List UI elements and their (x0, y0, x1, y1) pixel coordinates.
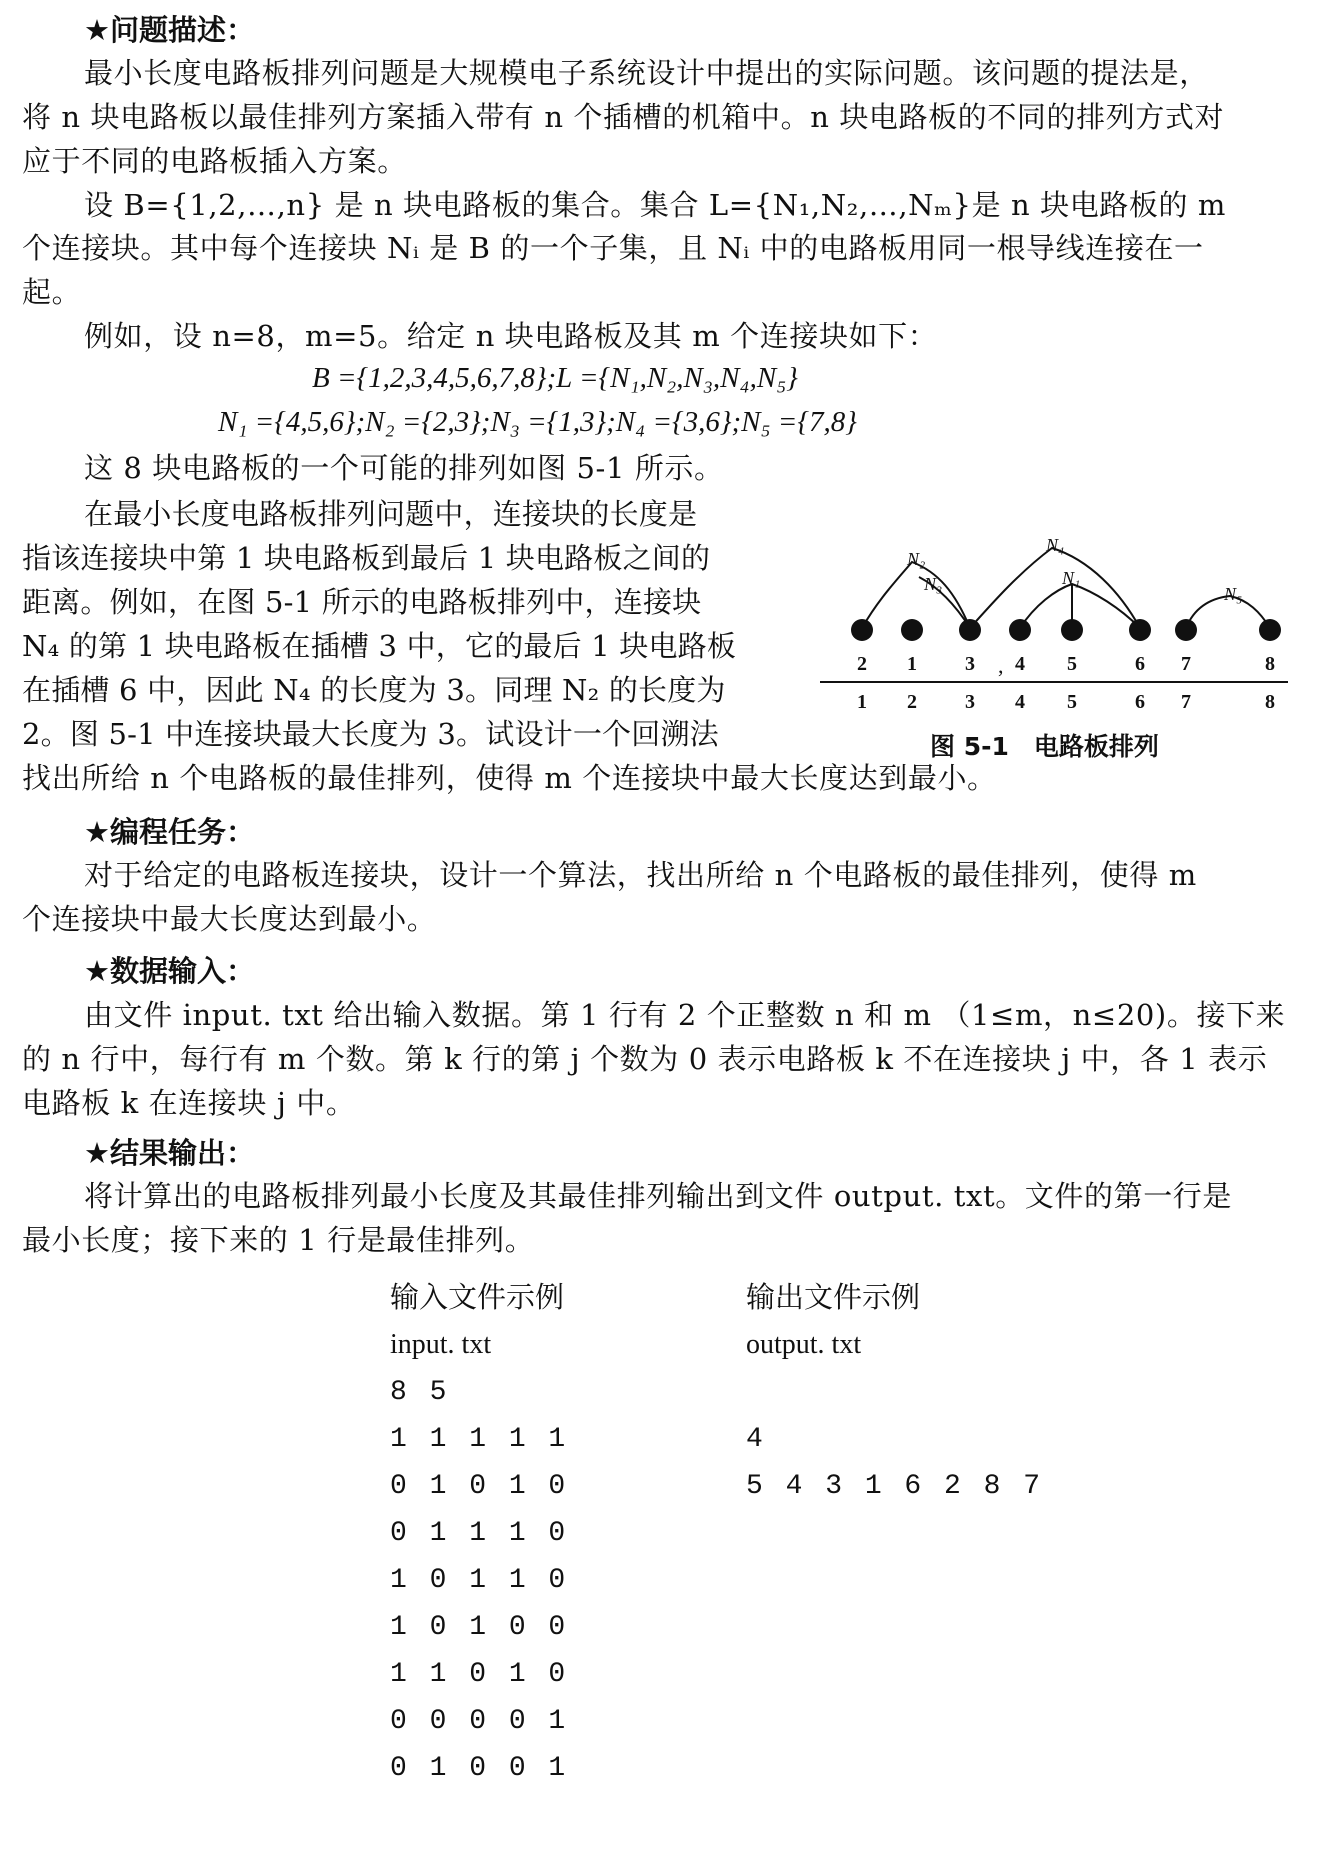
output-line-2: 最小长度；接下来的 1 行是最佳排列。 (22, 1223, 535, 1257)
problem-line-1: 最小长度电路板排列问题是大规模电子系统设计中提出的实际问题。该问题的提法是， (84, 56, 1209, 90)
board-number-label: 7 (1181, 653, 1191, 675)
input-line-2: 的 n 行中，每行有 m 个数。第 k 行的第 j 个数为 0 表示电路板 k 不在连接块 j 中，各 1 表示 (22, 1042, 1268, 1076)
input-line-1: 由文件 input. txt 给出输入数据。第 1 行有 2 个正整数 n 和 m （1≤m，n≤20)。接下来 (84, 998, 1286, 1032)
output-heading: ★结果输出： (84, 1136, 255, 1170)
input-row: 1 1 0 1 0 (390, 1659, 569, 1690)
circuit-board-dot (1129, 619, 1151, 641)
input-line-3: 电路板 k 在连接块 j 中。 (22, 1086, 356, 1120)
input-row: 0 1 0 1 0 (390, 1471, 569, 1502)
wrap-line-3: 距离。例如，在图 5-1 所示的电路板排列中，连接块 (22, 585, 702, 619)
slot-number-label: 7 (1181, 691, 1191, 713)
wrap-line-5: 在插槽 6 中，因此 N₄ 的长度为 3。同理 N₂ 的长度为 (22, 673, 726, 707)
circuit-board-dot (1175, 619, 1197, 641)
net-n2-wire (862, 562, 970, 628)
slot-number-label: 8 (1265, 691, 1275, 713)
figure-comma: , (998, 653, 1004, 678)
task-line-1: 对于给定的电路板连接块，设计一个算法，找出所给 n 个电路板的最佳排列，使得 m (84, 858, 1197, 892)
output-file-name: output. txt (746, 1329, 862, 1360)
slot-number-label: 2 (907, 691, 917, 713)
circuit-board-dot (851, 619, 873, 641)
problem-line-6: 起。 (22, 275, 82, 309)
input-row: 0 0 0 0 1 (390, 1706, 569, 1737)
wrap-line-6: 2。图 5-1 中连接块最大长度为 3。试设计一个回溯法 (22, 717, 719, 751)
problem-last-line: 找出所给 n 个电路板的最佳排列，使得 m 个连接块中最大长度达到最小。 (22, 761, 997, 795)
input-row: 0 1 1 1 0 (390, 1518, 569, 1549)
board-number-label: 3 (965, 653, 975, 675)
circuit-board-figure (820, 520, 1290, 720)
input-example-title: 输入文件示例 (390, 1280, 565, 1314)
task-heading: ★编程任务： (84, 815, 255, 849)
slot-number-label: 4 (1015, 691, 1025, 713)
figure-caption: 图 5-1 电路板排列 (930, 732, 1159, 761)
net-label-n4: N₄ (1046, 535, 1065, 555)
input-row: 1 0 1 0 0 (390, 1612, 569, 1643)
input-file-name: input. txt (390, 1329, 492, 1360)
net-label-n3: N₃ (924, 574, 943, 594)
input-row: 0 1 0 0 1 (390, 1753, 569, 1784)
slot-number-label: 1 (857, 691, 867, 713)
formula-nets: N₁ ={4,5,6};N₂ ={2,3};N₃ ={1,3};N₄ ={3,6};N₅ ={7,8} (218, 406, 857, 438)
net-n4-wire (970, 548, 1140, 628)
circuit-board-dot (959, 619, 981, 641)
board-number-label: 4 (1015, 653, 1025, 675)
output-row: 4 (746, 1424, 766, 1455)
circuit-board-dot (1259, 619, 1281, 641)
net-label-n5: N₅ (1224, 584, 1243, 604)
problem-line-2: 将 n 块电路板以最佳排列方案插入带有 n 个插槽的机箱中。n 块电路板的不同的排列方式对 (22, 100, 1225, 134)
board-number-label: 5 (1067, 653, 1077, 675)
slot-number-label: 5 (1067, 691, 1077, 713)
wrap-line-1: 在最小长度电路板排列问题中，连接块的长度是 (84, 497, 698, 531)
board-number-label: 6 (1135, 653, 1145, 675)
net-label-n2: N₂ (907, 549, 926, 569)
circuit-board-dot (1061, 619, 1083, 641)
output-example-title: 输出文件示例 (746, 1280, 921, 1314)
board-number-label: 2 (857, 653, 867, 675)
problem-line-8: 这 8 块电路板的一个可能的排列如图 5-1 所示。 (84, 451, 724, 485)
problem-line-7: 例如，设 n=8，m=5。给定 n 块电路板及其 m 个连接块如下： (84, 319, 938, 353)
input-row: 8 5 (390, 1377, 450, 1408)
problem-heading: ★问题描述： (84, 13, 255, 47)
problem-line-5: 个连接块。其中每个连接块 Nᵢ 是 B 的一个子集，且 Nᵢ 中的电路板用同一根导线连接在一 (22, 231, 1204, 265)
board-number-label: 8 (1265, 653, 1275, 675)
slot-number-label: 6 (1135, 691, 1145, 713)
input-row: 1 1 1 1 1 (390, 1424, 569, 1455)
output-line-1: 将计算出的电路板排列最小长度及其最佳排列输出到文件 output. txt。文件的第一行是 (84, 1179, 1233, 1213)
task-line-2: 个连接块中最大长度达到最小。 (22, 902, 437, 936)
input-row: 1 0 1 1 0 (390, 1565, 569, 1596)
output-row: 5 4 3 1 6 2 8 7 (746, 1471, 1044, 1502)
wrap-line-4: N₄ 的第 1 块电路板在插槽 3 中，它的最后 1 块电路板 (22, 629, 737, 663)
board-number-label: 1 (907, 653, 917, 675)
wrap-line-2: 指该连接块中第 1 块电路板到最后 1 块电路板之间的 (22, 541, 711, 575)
problem-line-3: 应于不同的电路板插入方案。 (22, 144, 407, 178)
slot-number-label: 3 (965, 691, 975, 713)
net-label-n1: N₁ (1062, 568, 1081, 588)
circuit-board-dot (1009, 619, 1031, 641)
problem-line-4: 设 B={1,2,…,n} 是 n 块电路板的集合。集合 L={N₁,N₂,…,Nₘ}是 n 块电路板的 m (84, 188, 1227, 222)
circuit-board-dot (901, 619, 923, 641)
net-n1-wire (1020, 584, 1140, 628)
input-heading: ★数据输入： (84, 954, 255, 988)
formula-sets: B ={1,2,3,4,5,6,7,8};L ={N₁,N₂,N₃,N₄,N₅} (312, 362, 798, 394)
